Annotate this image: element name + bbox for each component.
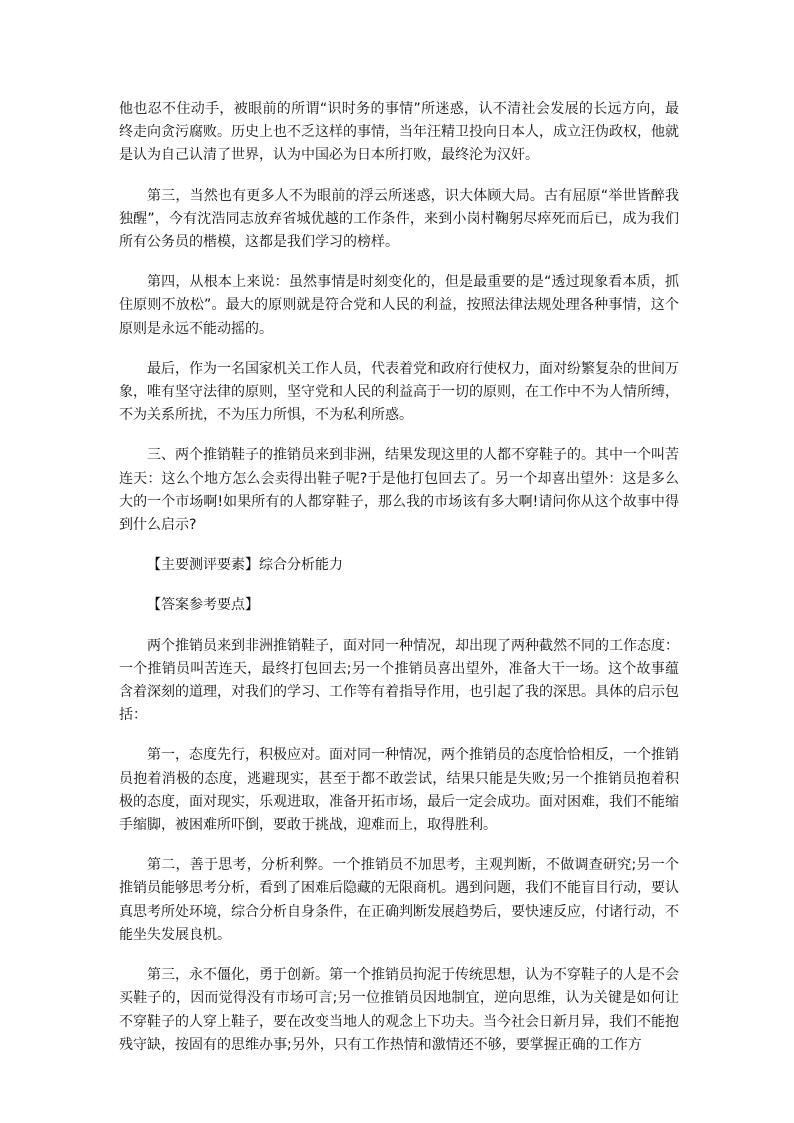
paragraph-conclusion: 最后，作为一名国家机关工作人员，代表着党和政府行使权力，面对纷繁复杂的世间万象，唯有坚守法律的原则，坚守党和人民的利益高于一切的原则，在工作中不为人情所缚，不为关系所扰，不为压力所惧，不为私利所惑。	[119, 360, 679, 424]
answer-point-three: 第三，永不僵化，勇于创新。第一个推销员拘泥于传统思想，认为不穿鞋子的人是不会买鞋子的，因而觉得没有市场可言;另一位推销员因地制宜，逆向思维，认为关键是如何让不穿鞋子的人穿上鞋子，要在改变当地人的观念上下功夫。当今社会日新月异，我们不能抱残守缺，按固有的思维办事;另外，只有工作热情和激情还不够，要掌握正确的工作方	[119, 967, 679, 1053]
paragraph-point-four: 第四，从根本上来说：虽然事情是时刻变化的，但是最重要的是“透过现象看本质，抓住原则不放松”。最大的原则就是符合党和人民的利益，按照法律法规处理各种事情，这个原则是永远不能动摇的。	[119, 274, 679, 337]
evaluation-element-heading: 【主要测评要素】综合分析能力	[147, 557, 343, 574]
paragraph-point-three: 第三，当然也有更多人不为眼前的浮云所迷惑，识大体顾大局。古有屈原“举世皆醉我独醒”，今有沈浩同志放弃省城优越的工作条件，来到小岗村鞠躬尽瘁死而后已，成为我们所有公务员的楷模，这都是我们学习的榜样。	[119, 187, 679, 251]
question-three: 三、两个推销鞋子的推销员来到非洲，结果发现这里的人都不穿鞋子的。其中一个叫苦连天：这么个地方怎么会卖得出鞋子呢?于是他打包回去了。另一个却喜出望外：这是多么大的一个市场啊!如果所有的人都穿鞋子，那么我的市场该有多大啊!请问你从这个故事中得到什么启示?	[119, 447, 679, 534]
answer-point-one: 第一，态度先行，积极应对。面对同一种情况，两个推销员的态度恰恰相反，一个推销员抱着消极的态度，逃避现实，甚至于都不敢尝试，结果只能是失败;另一个推销员抱着积极的态度，面对现实，乐观进取，准备开拓市场，最后一定会成功。面对困难，我们不能缩手缩脚，被困难所吓倒，要敢于挑战，迎难而上，取得胜利。	[119, 747, 679, 834]
answer-point-two: 第二，善于思考，分析利弊。一个推销员不加思考，主观判断，不做调查研究;另一个推销员能够思考分析，看到了困难后隐藏的无限商机。遇到问题，我们不能盲目行动，要认真思考所处环境，综合分析自身条件，在正确判断发展趋势后，要快速反应，付诸行动，不能坐失发展良机。	[119, 857, 679, 943]
answer-intro: 两个推销员来到非洲推销鞋子，面对同一种情况，却出现了两种截然不同的工作态度：一个推销员叫苦连天，最终打包回去;另一个推销员喜出望外，准备大干一场。这个故事蕴含着深刻的道理，对我们的学习、工作等有着指导作用，也引起了我的深思。具体的启示包括：	[119, 637, 679, 724]
paragraph-continuation: 他也忍不住动手，被眼前的所谓“识时务的事情”所迷惑，认不清社会发展的长远方向，最终走向贪污腐败。历史上也不乏这样的事情，当年汪精卫投向日本人，成立汪伪政权，他就是认为自己认清了世界，认为中国必为日本所打败，最终沦为汉奸。	[119, 101, 679, 164]
document-page	[119, 98, 679, 1074]
answer-points-heading: 【答案参考要点】	[147, 597, 259, 614]
